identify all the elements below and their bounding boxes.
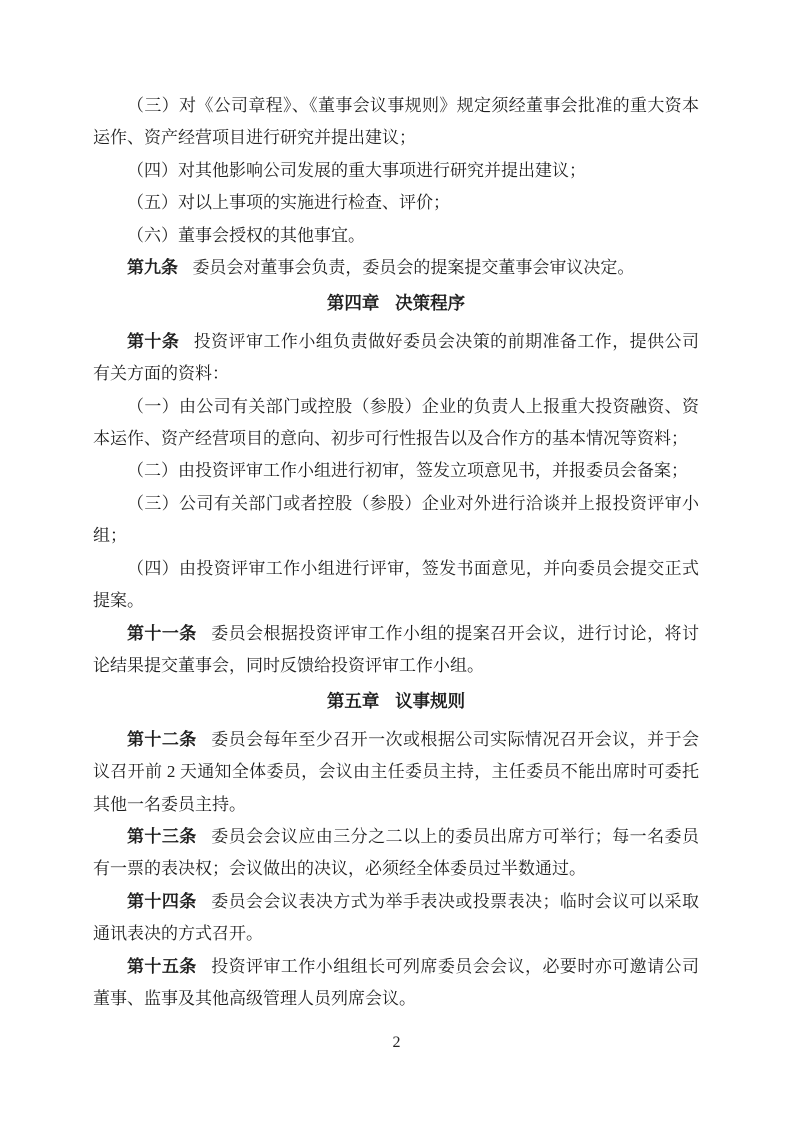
clause-item: （六）董事会授权的其他事宜。 [127, 225, 365, 245]
clause-item: （四）由投资评审工作小组进行评审，签发书面意见，并向委员会提交正式提案。 [93, 558, 699, 611]
clause-item: （二）由投资评审工作小组进行初审，签发立项意见书，并报委员会备案； [127, 461, 688, 481]
article-paragraph [93, 724, 699, 821]
clause-item: （三）公司有关部门或者控股（参股）企业对外进行洽谈并上报投资评审小组； [93, 493, 699, 546]
article-text: 委员会根据投资评审工作小组的提案召开会议，进行讨论，将讨论结果提交董事会，同时反馈给投资评审工作小组。 [93, 623, 699, 675]
article-number: 第十三条 [127, 826, 197, 846]
article-text: 委员会对董事会负责，委员会的提案提交董事会审议决定。 [192, 258, 635, 278]
article-number: 第十二条 [127, 729, 197, 749]
clause-item: （五）对以上事项的实施进行检查、评价； [127, 193, 450, 213]
article-text: 委员会会议应由三分之二以上的委员出席方可举行；每一名委员有一票的表决权；会议做出的决议，必须经全体委员过半数通过。 [93, 826, 699, 879]
article-paragraph [93, 252, 699, 284]
article-text: 委员会每年至少召开一次或根据公司实际情况召开会议，并于会议召开前 2 天通知全体委员，会议由主任委员主持，主任委员不能出席时可委托其他一名委员主持。 [93, 729, 699, 814]
chapter-title: 议事规则 [395, 691, 466, 712]
clause-item: （一）由公司有关部门或控股（参股）企业的负责人上报重大投资融资、资本运作、资产经营项目的意向、初步可行性报告以及合作方的基本情况等资料； [93, 396, 699, 449]
article-paragraph [93, 821, 699, 886]
article-number: 第九条 [127, 258, 178, 278]
chapter-number: 第五章 [326, 691, 380, 712]
article-paragraph [93, 618, 699, 683]
clause-item: （三）对《公司章程》、《董事会议事规则》规定须经董事会批准的重大资本运作、资产经营项目进行研究并提出建议； [93, 96, 699, 148]
chapter-heading [93, 287, 699, 319]
article-paragraph [93, 951, 699, 1016]
article-number: 第十条 [127, 331, 180, 351]
chapter-number: 第四章 [326, 293, 380, 314]
page-number: 2 [392, 1034, 401, 1051]
article-paragraph [93, 886, 699, 951]
chapter-title: 决策程序 [395, 293, 466, 314]
document-content [93, 90, 699, 1015]
clause-item: （四）对其他影响公司发展的重大事项进行研究并提出建议； [127, 160, 586, 180]
article-paragraph [93, 326, 699, 391]
article-text: 委员会会议表决方式为举手表决或投票表决；临时会议可以采取通讯表决的方式召开。 [93, 891, 699, 944]
article-number: 第十五条 [127, 956, 197, 976]
chapter-heading [93, 685, 699, 717]
article-text: 投资评审工作小组组长可列席委员会会议，必要时亦可邀请公司董事、监事及其他高级管理人员列席会议。 [93, 956, 699, 1008]
article-number: 第十一条 [127, 623, 197, 643]
article-text: 投资评审工作小组负责做好委员会决策的前期准备工作，提供公司有关方面的资料： [93, 331, 699, 384]
article-number: 第十四条 [127, 891, 197, 911]
